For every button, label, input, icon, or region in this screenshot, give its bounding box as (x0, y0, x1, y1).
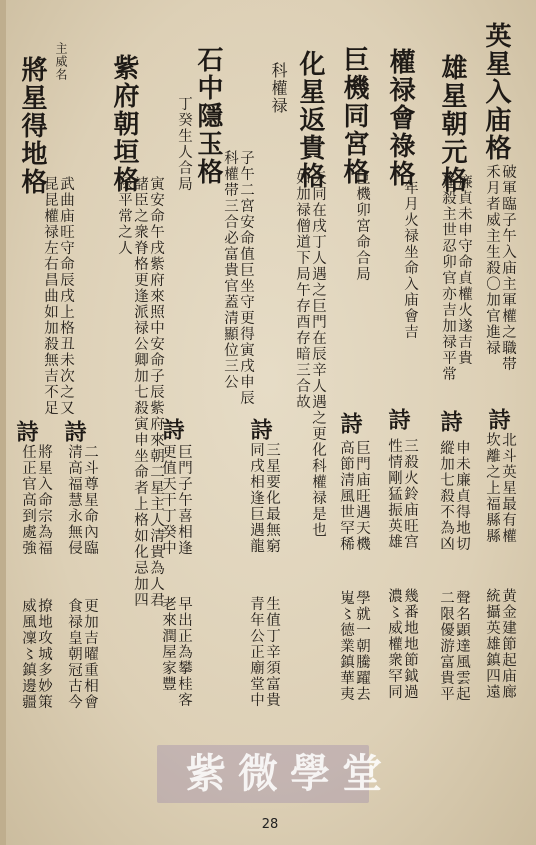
poem-5-line-2: 同戌相逢巨遇龍 (248, 442, 264, 554)
poem-label-1: 詩 (485, 408, 511, 430)
heading-ke-quan-lu: 科權禄 (269, 62, 288, 115)
poem-8-line-3: 撩地攻城多妙策 (36, 598, 52, 710)
poem-7-line-4: 食禄皇朝冠古今 (66, 598, 82, 710)
poem-6-line-2: 更值天干丁癸中 (160, 444, 176, 556)
poem-1-line-2: 坎離之上福縣縣 (484, 432, 500, 544)
text-xiong-xing: 廉貞未申守命貞權火遂吉貴 (456, 174, 472, 366)
poem-3-line-3: 幾番地地節鉞過 (402, 588, 418, 700)
poem-4-line-3: 學就一朝騰躍去 (354, 590, 370, 702)
poem-4-line-4: 嵬〻德業鎮華夷 (338, 590, 354, 702)
poem-7-line-1: 二斗尊星命內臨 (82, 444, 98, 556)
text-jiang-xing-2: 昆昆權禄左右昌曲如加殺無吉不足 (42, 176, 58, 416)
poem-3-line-1: 三殺火鈴庙旺宫 (402, 438, 418, 550)
text-jiang-xing: 武曲庙旺守命辰戌上格丑未次之又 (58, 176, 74, 416)
poem-7-line-3: 更加吉曜重相會 (82, 598, 98, 710)
text-shi-zhong: 子午二宮安命值巨坐守更得寅戌申辰 (238, 150, 254, 406)
watermark-text: 紫微學堂 (186, 750, 394, 797)
poem-8-line-4: 威風凜〻鎮邊疆 (20, 598, 36, 710)
heading-hua-xing: 化星返貴格 (295, 50, 325, 190)
poem-label-5: 詩 (247, 418, 273, 440)
poem-4-line-1: 巨門庙旺遇天機 (354, 440, 370, 552)
poem-label-4: 詩 (337, 412, 363, 434)
text-quan-lu: 年月火禄坐命入庙會吉 (402, 180, 418, 340)
poem-3-line-2: 性情剛猛振英雄 (386, 438, 402, 550)
text-shi-zhong-2: 科權帯三合必富貴官蓋清顯位三公 (222, 150, 238, 390)
heading-ying-xing: 英星入庙格 (481, 22, 511, 162)
page-number: 28 (261, 817, 279, 832)
text-ying-xing: 破軍臨子午入庙主軍權之職帯 (500, 164, 516, 372)
poem-5-line-4: 青年公正廟堂中 (248, 596, 264, 708)
poem-label-2: 詩 (437, 410, 463, 432)
text-hua-xing-2: 如加禄僧道下局午存酉存暗三合故 (294, 170, 310, 410)
poem-6-line-3: 早出正為攀桂客 (176, 596, 192, 708)
poem-7-line-2: 清高福慧永無侵 (66, 444, 82, 556)
heading-ju-ji: 巨機同宮格 (339, 46, 369, 186)
page-binding-edge (0, 0, 6, 845)
text-zi-fu: 寅安命午戌紫府來照中安命子辰紫府來朝二星主人清貴為人君 (148, 176, 164, 608)
note-zhu-wei-ming: 主威名 (54, 42, 68, 81)
poem-2-line-3: 聲名顕達風雲起 (454, 590, 470, 702)
heading-shi-zhong: 石中隱玉格 (193, 46, 223, 186)
text-ying-xing-2: 禾月者威主生殺〇加官進禄 (484, 164, 500, 356)
poem-1-line-1: 北斗英星最有權 (500, 432, 516, 544)
poem-8-line-1: 將星入命宗為福 (36, 444, 52, 556)
text-zi-fu-3: 禄平常之人 (116, 176, 132, 256)
poem-6-line-4: 老來潤屋家豐 (160, 596, 176, 692)
text-hua-xing: 天同在戌丁人遇之巨門在辰辛人遇之更化科權禄是也 (310, 170, 326, 538)
poem-1-line-4: 統攝英雄鎮四遠 (484, 588, 500, 700)
poem-5-line-3: 生值丁辛須富貴 (264, 596, 280, 708)
poem-2-line-2: 縱加七殺不為凶 (438, 440, 454, 552)
poem-label-6: 詩 (159, 418, 185, 440)
text-shi-zhong-note: 丁癸生人合局 (176, 96, 192, 192)
poem-2-line-4: 二限優游富貴平 (438, 590, 454, 702)
poem-4-line-2: 高節清風世罕稀 (338, 440, 354, 552)
heading-jiang-xing: 將星得地格 (17, 56, 47, 196)
poem-label-8: 詩 (13, 420, 39, 442)
text-zi-fu-2: 諸臣之衆脊格更逢派禄公卿加七殺寅申坐命者上格如化忌加四 (132, 176, 148, 608)
poem-8-line-2: 任正官高到處強 (20, 444, 36, 556)
heading-xiong-xing: 雄星朝元格 (437, 54, 467, 194)
poem-1-line-3: 黄金建節起庙廊 (500, 588, 516, 700)
poem-5-line-1: 三星要化最無窮 (264, 442, 280, 554)
poem-3-line-4: 濃〻威權衆罕同 (386, 588, 402, 700)
poem-label-3: 詩 (385, 408, 411, 430)
heading-zi-fu: 紫府朝垣格 (109, 54, 139, 194)
poem-2-line-1: 申未廉貞得地切 (454, 440, 470, 552)
text-xiong-xing-2: 逢殺主世忍卯官亦吉加禄平常 (440, 174, 456, 382)
poem-label-7: 詩 (61, 420, 87, 442)
text-ju-ji: 巨機卯宮命合局 (354, 170, 370, 282)
poem-6-line-1: 巨門子午喜相逢 (176, 444, 192, 556)
heading-quan-lu: 權禄會祿格 (385, 48, 415, 188)
